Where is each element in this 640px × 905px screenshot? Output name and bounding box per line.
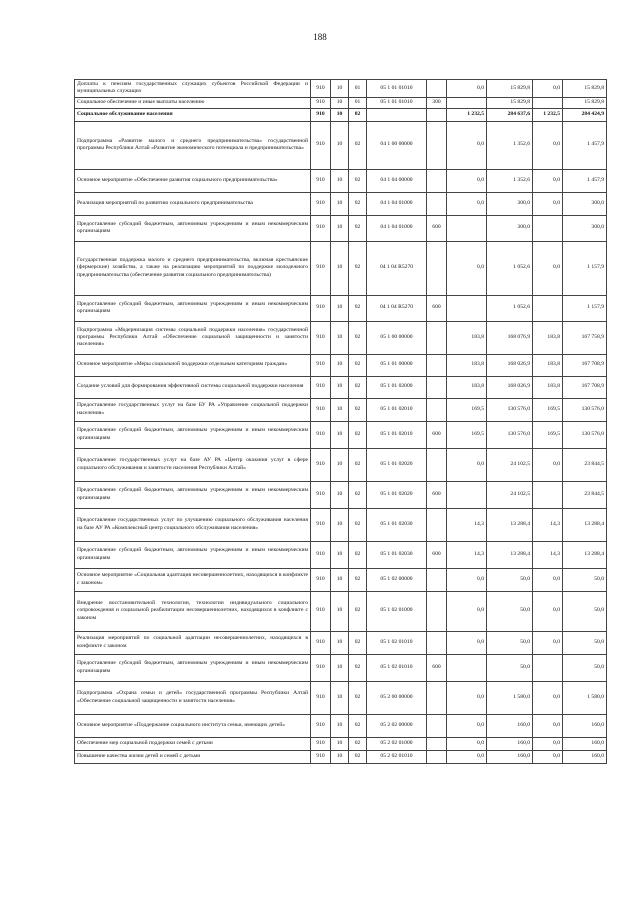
row-expense-type: 300 [427,97,447,108]
row-amount-1: 0,0 [447,681,487,714]
row-ved: 910 [311,508,331,541]
row-subsection: 02 [349,541,367,568]
table-row [75,169,607,192]
row-ved: 910 [311,321,331,354]
row-amount-2: 168 026,9 [487,376,533,398]
row-expense-type [427,376,447,398]
row-amount-1: 14,3 [447,541,487,568]
row-subsection: 02 [349,448,367,481]
table-row [75,714,607,737]
row-ved: 910 [311,398,331,421]
row-subsection: 02 [349,508,367,541]
row-amount-2: 24 102,5 [487,481,533,508]
row-section: 10 [331,321,349,354]
row-section: 10 [331,631,349,654]
table-row [75,376,607,398]
row-expense-type: 600 [427,481,447,508]
row-amount-3: 0,0 [533,169,563,192]
row-amount-3 [533,215,563,241]
row-subsection: 02 [349,354,367,376]
row-amount-3: 183,8 [533,321,563,354]
row-expense-type [427,591,447,631]
row-target-article: 05 1 02 01010 [367,654,427,681]
row-expense-type [427,169,447,192]
row-amount-2: 1 052,6 [487,241,533,295]
row-subsection: 02 [349,376,367,398]
row-amount-1: 0,0 [447,169,487,192]
row-subsection: 02 [349,108,367,121]
row-ved: 910 [311,376,331,398]
row-target-article: 05 2 00 00000 [367,681,427,714]
row-amount-3: 0,0 [533,737,563,750]
table-row [75,398,607,421]
row-section: 10 [331,295,349,321]
row-amount-3: 0,0 [533,591,563,631]
row-amount-4: 300,0 [563,215,607,241]
row-target-article: 05 1 02 01010 [367,631,427,654]
row-ved: 910 [311,631,331,654]
row-name: Подпрограмма «Охрана семьи и детей» государственной программы Республики Алтай «Обеспечение социальной защищенности и занятости населения» [75,681,311,714]
row-subsection: 01 [349,97,367,108]
row-expense-type [427,80,447,98]
table-row [75,321,607,354]
row-section: 10 [331,215,349,241]
row-section: 10 [331,541,349,568]
row-ved: 910 [311,750,331,763]
table-row [75,681,607,714]
row-section: 10 [331,421,349,448]
row-target-article: 05 1 00 00000 [367,321,427,354]
row-amount-4: 167 708,9 [563,354,607,376]
row-amount-4: 13 288,4 [563,508,607,541]
row-amount-1: 0,0 [447,568,487,591]
row-amount-1 [447,481,487,508]
row-target-article: 04 1 04 00000 [367,169,427,192]
row-amount-4: 160,0 [563,714,607,737]
row-target-article: 05 1 01 01010 [367,80,427,98]
row-amount-2: 160,0 [487,737,533,750]
table-row [75,80,607,98]
row-name: Повышение качества жизни детей и семей с детьми [75,750,311,763]
row-subsection: 02 [349,421,367,448]
table-row [75,295,607,321]
row-target-article: 05 1 02 00000 [367,568,427,591]
row-ved: 910 [311,295,331,321]
row-target-article: 05 1 02 01000 [367,591,427,631]
row-amount-2: 24 102,5 [487,448,533,481]
row-amount-4: 160,0 [563,737,607,750]
row-ved: 910 [311,241,331,295]
row-amount-4: 160,0 [563,750,607,763]
row-section: 10 [331,654,349,681]
row-amount-1: 183,8 [447,354,487,376]
row-name: Реализация мероприятий по развитию социального предпринимательства [75,192,311,215]
row-amount-2: 300,0 [487,215,533,241]
row-amount-4: 1 157,9 [563,241,607,295]
row-amount-4: 167 708,9 [563,376,607,398]
row-subsection: 02 [349,681,367,714]
row-amount-3: 0,0 [533,448,563,481]
row-amount-2: 50,0 [487,654,533,681]
row-ved: 910 [311,97,331,108]
row-target-article: 04 1 04 R5270 [367,241,427,295]
row-amount-3: 183,8 [533,376,563,398]
row-section: 10 [331,108,349,121]
row-ved: 910 [311,591,331,631]
row-section: 10 [331,750,349,763]
row-amount-3: 0,0 [533,568,563,591]
row-amount-1: 1 232,5 [447,108,487,121]
row-section: 10 [331,354,349,376]
row-amount-2: 1 052,6 [487,295,533,321]
row-expense-type [427,568,447,591]
row-section: 10 [331,121,349,169]
row-amount-4: 15 829,8 [563,80,607,98]
table-row [75,541,607,568]
row-subsection: 02 [349,215,367,241]
row-target-article: 04 1 04 01000 [367,215,427,241]
row-section: 10 [331,169,349,192]
row-target-article: 05 1 01 02010 [367,398,427,421]
row-target-article: 05 1 01 02030 [367,541,427,568]
row-amount-4: 300,0 [563,192,607,215]
row-amount-1: 14,3 [447,508,487,541]
row-amount-2: 300,0 [487,192,533,215]
row-subsection: 02 [349,398,367,421]
row-target-article: 05 2 02 01000 [367,737,427,750]
row-section: 10 [331,97,349,108]
row-section: 10 [331,241,349,295]
row-name: Государственная поддержка малого и среднего предпринимательства, включая крестьянские (фермерские) хозяйства, а также на реализацию мероприятий по поддержке молодежного предпринимательства (обеспечение развития социального предпринимательства) [75,241,311,295]
row-expense-type [427,121,447,169]
row-name: Основное мероприятие «Меры социальной поддержки отдельным категориям граждан» [75,354,311,376]
row-amount-3: 14,3 [533,508,563,541]
row-section: 10 [331,192,349,215]
table-row [75,354,607,376]
row-target-article: 04 1 04 01000 [367,192,427,215]
row-subsection: 02 [349,321,367,354]
row-amount-3 [533,654,563,681]
row-amount-1: 0,0 [447,448,487,481]
row-amount-2: 13 288,4 [487,508,533,541]
row-amount-4: 130 576,0 [563,398,607,421]
row-ved: 910 [311,737,331,750]
row-amount-3: 0,0 [533,681,563,714]
row-section: 10 [331,681,349,714]
row-name: Создание условий для формирования эффективной системы социальной поддержки населения [75,376,311,398]
row-section: 10 [331,398,349,421]
row-amount-4: 1 580,0 [563,681,607,714]
row-expense-type [427,192,447,215]
row-amount-1: 183,8 [447,376,487,398]
row-expense-type [427,737,447,750]
row-expense-type [427,321,447,354]
row-name: Основное мероприятие «Поддержание социального института семьи, имеющих детей» [75,714,311,737]
row-amount-2: 1 580,0 [487,681,533,714]
row-ved: 910 [311,714,331,737]
row-amount-2: 13 288,4 [487,541,533,568]
row-subsection: 02 [349,568,367,591]
row-ved: 910 [311,541,331,568]
row-amount-4: 23 844,5 [563,481,607,508]
row-ved: 910 [311,568,331,591]
row-amount-4: 50,0 [563,631,607,654]
row-name: Предоставление субсидий бюджетным, автономным учреждениям и иным некоммерческим организациям [75,481,311,508]
row-target-article: 05 1 01 01010 [367,97,427,108]
row-amount-4: 50,0 [563,591,607,631]
row-ved: 910 [311,421,331,448]
row-name: Предоставление субсидий бюджетным, автономным учреждениям и иным некоммерческим организациям [75,295,311,321]
row-amount-3: 0,0 [533,80,563,98]
row-amount-1: 0,0 [447,737,487,750]
row-expense-type [427,241,447,295]
row-amount-2: 284 637,6 [487,108,533,121]
row-target-article: 05 1 01 02030 [367,508,427,541]
row-amount-2: 160,0 [487,714,533,737]
row-target-article: 05 1 01 02000 [367,376,427,398]
row-section: 10 [331,714,349,737]
row-amount-3: 183,8 [533,354,563,376]
row-target-article [367,108,427,121]
row-expense-type: 600 [427,654,447,681]
row-amount-4: 130 576,0 [563,421,607,448]
row-target-article: 05 1 01 02020 [367,448,427,481]
row-target-article: 05 1 01 02010 [367,421,427,448]
row-amount-1: 0,0 [447,121,487,169]
row-name: Основное мероприятие «Социальная адаптация несовершеннолетних, находящихся в конфликте с законом» [75,568,311,591]
row-amount-3 [533,481,563,508]
row-target-article: 04 1 04 R5270 [367,295,427,321]
row-name: Предоставление субсидий бюджетным, автономным учреждениям и иным некоммерческим организациям [75,654,311,681]
row-amount-2: 130 576,0 [487,398,533,421]
row-name: Социальное обеспечение и иные выплаты населению [75,97,311,108]
row-name: Внедрение восстановительной технологии, технологии индивидуального социального сопровождения и социальной реабилитации несовершеннолетних, находящихся в конфликте с законом [75,591,311,631]
row-expense-type [427,108,447,121]
row-subsection: 02 [349,241,367,295]
row-name: Предоставление государственных услуг на базе БУ РА «Управление социальной поддержки населения» [75,398,311,421]
row-section: 10 [331,376,349,398]
row-expense-type: 600 [427,421,447,448]
row-amount-2: 50,0 [487,631,533,654]
row-amount-1: 0,0 [447,80,487,98]
row-name: Предоставление государственных услуг по улучшению социального обслуживания населения на базе АУ РА «Комплексный центр социального обслуживания населения» [75,508,311,541]
table-row [75,448,607,481]
table-row [75,568,607,591]
row-name: Предоставление субсидий бюджетным, автономным учреждениям и иным некоммерческим организациям [75,215,311,241]
row-amount-1: 0,0 [447,631,487,654]
row-subsection: 01 [349,80,367,98]
row-subsection: 02 [349,631,367,654]
row-amount-4: 15 829,8 [563,97,607,108]
row-ved: 910 [311,654,331,681]
row-amount-3: 0,0 [533,631,563,654]
row-expense-type [427,714,447,737]
row-subsection: 02 [349,591,367,631]
row-amount-1: 0,0 [447,714,487,737]
row-name: Подпрограмма «Развитие малого и среднего предпринимательства» государственной программы Республики Алтай «Развитие экономического потенциала и предпринимательства» [75,121,311,169]
row-amount-3: 0,0 [533,192,563,215]
row-ved: 910 [311,169,331,192]
table-row [75,631,607,654]
row-amount-1 [447,215,487,241]
table-row [75,97,607,108]
row-expense-type [427,631,447,654]
row-subsection: 02 [349,654,367,681]
row-amount-4: 23 844,5 [563,448,607,481]
row-amount-1: 0,0 [447,750,487,763]
row-amount-3: 169,5 [533,421,563,448]
table-row [75,591,607,631]
table-row [75,121,607,169]
row-amount-4: 1 457,9 [563,169,607,192]
row-ved: 910 [311,108,331,121]
row-subsection: 02 [349,295,367,321]
budget-table [74,79,607,764]
row-name: Реализация мероприятий по социальной адаптации несовершеннолетних, находящихся в конфликте с законом [75,631,311,654]
row-amount-1: 0,0 [447,241,487,295]
row-amount-3: 1 232,5 [533,108,563,121]
row-target-article: 05 1 01 00000 [367,354,427,376]
row-expense-type [427,750,447,763]
row-subsection: 02 [349,750,367,763]
row-name: Обеспечение мер социальной поддержки семей с детьми [75,737,311,750]
row-amount-4: 50,0 [563,568,607,591]
row-expense-type [427,448,447,481]
row-expense-type: 600 [427,295,447,321]
table-row [75,421,607,448]
row-amount-2: 168 076,9 [487,321,533,354]
row-section: 10 [331,80,349,98]
row-amount-2: 1 352,6 [487,121,533,169]
row-name: Основное мероприятие «Обеспечение развития социального предпринимательства» [75,169,311,192]
table-row [75,508,607,541]
row-ved: 910 [311,481,331,508]
row-amount-1 [447,295,487,321]
row-subsection: 02 [349,481,367,508]
row-amount-4: 167 758,9 [563,321,607,354]
table-row [75,241,607,295]
row-amount-1: 169,5 [447,398,487,421]
row-amount-3 [533,97,563,108]
row-target-article: 05 2 02 01010 [367,750,427,763]
row-amount-4: 1 457,9 [563,121,607,169]
row-amount-1: 0,0 [447,192,487,215]
row-ved: 910 [311,681,331,714]
row-expense-type [427,681,447,714]
row-amount-2: 1 352,6 [487,169,533,192]
row-amount-1: 169,5 [447,421,487,448]
row-amount-3 [533,295,563,321]
row-name: Предоставление субсидий бюджетным, автономным учреждениям и иным некоммерческим организациям [75,541,311,568]
row-section: 10 [331,448,349,481]
row-amount-2: 160,0 [487,750,533,763]
row-amount-2: 15 829,8 [487,97,533,108]
row-amount-1: 0,0 [447,591,487,631]
row-ved: 910 [311,192,331,215]
row-expense-type: 600 [427,215,447,241]
row-name: Социальное обслуживание населения [75,108,311,121]
row-amount-4: 50,0 [563,654,607,681]
row-section: 10 [331,568,349,591]
row-ved: 910 [311,354,331,376]
row-subsection: 02 [349,169,367,192]
row-amount-3: 14,3 [533,541,563,568]
row-amount-1 [447,97,487,108]
row-target-article: 05 1 01 02020 [367,481,427,508]
row-ved: 910 [311,448,331,481]
row-subsection: 02 [349,737,367,750]
row-expense-type [427,398,447,421]
page-number: 188 [313,32,327,42]
row-amount-4: 284 424,9 [563,108,607,121]
table-row [75,108,607,121]
table-row [75,215,607,241]
row-name: Подпрограмма «Модернизация системы социальной поддержки населения» государственной программы Республики Алтай «Обеспечение социальной защищенности и занятости населения» [75,321,311,354]
row-section: 10 [331,737,349,750]
row-amount-2: 168 026,9 [487,354,533,376]
row-target-article: 05 2 02 00000 [367,714,427,737]
row-amount-3: 0,0 [533,241,563,295]
row-amount-2: 130 576,0 [487,421,533,448]
row-subsection: 02 [349,192,367,215]
row-amount-4: 1 157,9 [563,295,607,321]
row-amount-3: 0,0 [533,750,563,763]
row-section: 10 [331,508,349,541]
table-row [75,737,607,750]
table-row [75,192,607,215]
row-amount-1 [447,654,487,681]
row-section: 10 [331,591,349,631]
row-expense-type [427,354,447,376]
table-row [75,481,607,508]
row-ved: 910 [311,121,331,169]
row-ved: 910 [311,80,331,98]
table-row [75,654,607,681]
row-target-article: 04 1 00 00000 [367,121,427,169]
row-expense-type [427,508,447,541]
row-name: Предоставление государственных услуг на базе АУ РА «Центр оказания услуг в сфере социального обслуживания и занятости населения Республики Алтай» [75,448,311,481]
row-amount-3: 0,0 [533,121,563,169]
row-amount-3: 0,0 [533,714,563,737]
row-section: 10 [331,481,349,508]
row-subsection: 02 [349,121,367,169]
row-amount-2: 15 829,8 [487,80,533,98]
row-amount-3: 169,5 [533,398,563,421]
table-row [75,750,607,763]
row-amount-4: 13 288,4 [563,541,607,568]
row-name: Предоставление субсидий бюджетным, автономным учреждениям и иным некоммерческим организациям [75,421,311,448]
row-amount-2: 50,0 [487,568,533,591]
row-amount-2: 50,0 [487,591,533,631]
row-expense-type: 600 [427,541,447,568]
row-subsection: 02 [349,714,367,737]
row-amount-1: 183,8 [447,321,487,354]
row-name: Доплаты к пенсиям государственных служащих субъектов Российской Федерации и муниципальных служащих [75,80,311,98]
row-ved: 910 [311,215,331,241]
